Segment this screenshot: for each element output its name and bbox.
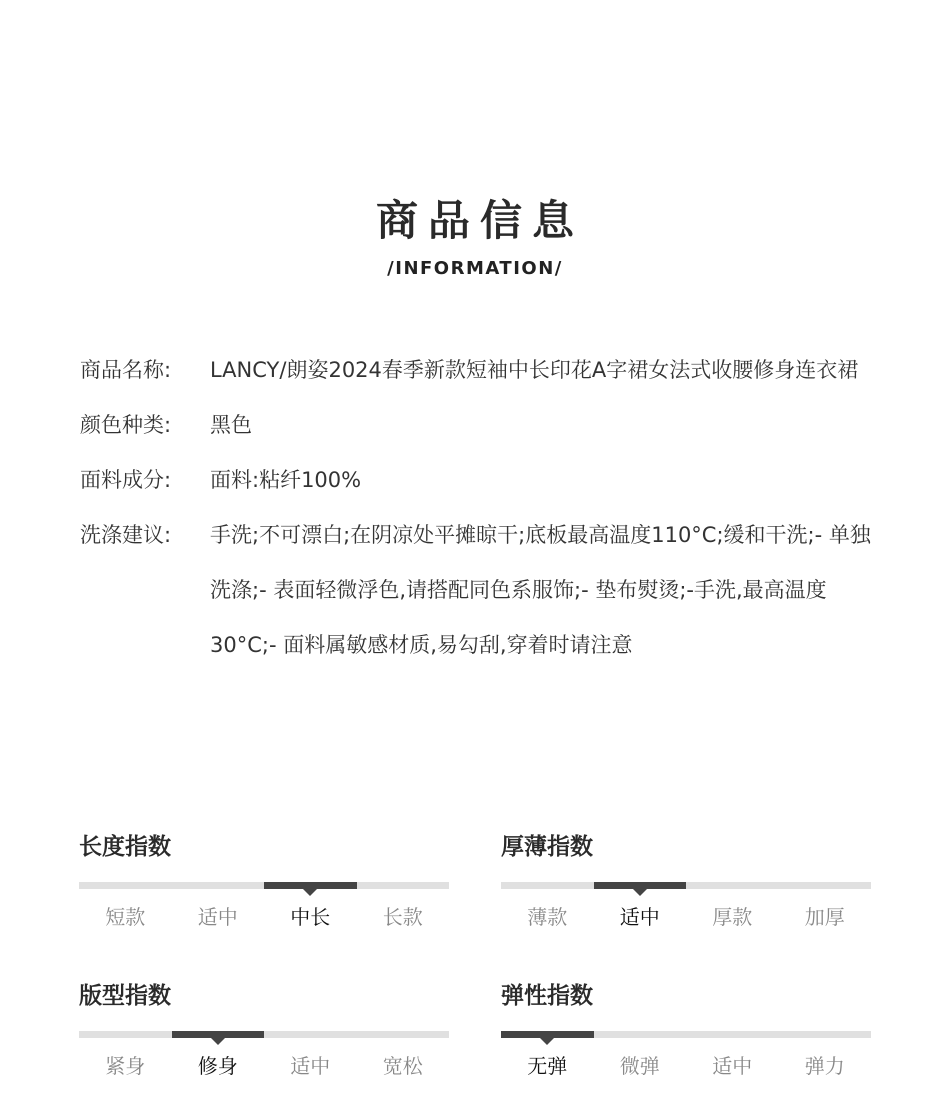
length-option: 短款 (105, 905, 146, 929)
fit-option: 修身 (197, 1054, 238, 1078)
product-info (80, 343, 880, 673)
color-value: 黑色 (210, 413, 252, 437)
fabric-value: 面料:粘纤100% (210, 468, 362, 492)
thickness-option: 厚款 (712, 905, 753, 929)
page-title: 商品信息 (375, 196, 584, 245)
elasticity-index-track (501, 1031, 871, 1038)
page-subtitle: /INFORMATION/ (387, 258, 563, 279)
elasticity-index-options (501, 1050, 871, 1082)
elasticity-index (501, 978, 871, 1082)
thickness-index-track (501, 882, 871, 889)
thickness-index-title: 厚薄指数 (501, 834, 593, 860)
elasticity-option: 弹力 (804, 1054, 845, 1078)
info-row-wash (80, 508, 880, 673)
length-option: 适中 (197, 905, 238, 929)
fit-index-options (79, 1050, 449, 1082)
fit-index-track (79, 1031, 449, 1038)
fit-option: 适中 (290, 1054, 331, 1078)
thickness-index-marker (594, 882, 687, 889)
length-index (79, 829, 449, 933)
fit-index-marker (172, 1031, 265, 1038)
elasticity-index-title: 弹性指数 (501, 983, 593, 1009)
name-value: LANCY/朗姿2024春季新款短袖中长印花A字裙女法式收腰修身连衣裙 (210, 358, 859, 382)
thickness-option: 加厚 (804, 905, 845, 929)
elasticity-index-marker (501, 1031, 594, 1038)
elasticity-option: 适中 (712, 1054, 753, 1078)
length-index-options (79, 901, 449, 933)
fit-option: 宽松 (382, 1054, 423, 1078)
elasticity-option: 微弹 (619, 1054, 660, 1078)
length-index-marker (264, 882, 357, 889)
wash-value: 手洗;不可漂白;在阴凉处平摊晾干;底板最高温度110°C;缓和干洗;- 单独洗涤;- 表面轻微浮色,请搭配同色系服饰;- 垫布熨烫;-手洗,最高温度30°C;- 面料属敏感材质,易勾刮,穿着时请注意 (210, 523, 871, 657)
thickness-option: 适中 (619, 905, 660, 929)
info-row-name (80, 343, 880, 398)
info-row-color (80, 398, 880, 453)
elasticity-option: 无弹 (527, 1054, 568, 1078)
length-index-title: 长度指数 (79, 834, 171, 860)
name-label: 商品名称: (80, 358, 172, 382)
wash-label: 洗涤建议: (80, 523, 172, 547)
fit-index-title: 版型指数 (79, 983, 171, 1009)
length-option: 中长 (290, 905, 331, 929)
fit-option: 紧身 (105, 1054, 146, 1078)
length-option: 长款 (382, 905, 423, 929)
fabric-label: 面料成分: (80, 468, 172, 492)
thickness-index (501, 829, 871, 933)
color-label: 颜色种类: (80, 413, 172, 437)
thickness-index-options (501, 901, 871, 933)
info-row-fabric (80, 453, 880, 508)
fit-index (79, 978, 449, 1082)
length-index-track (79, 882, 449, 889)
thickness-option: 薄款 (527, 905, 568, 929)
